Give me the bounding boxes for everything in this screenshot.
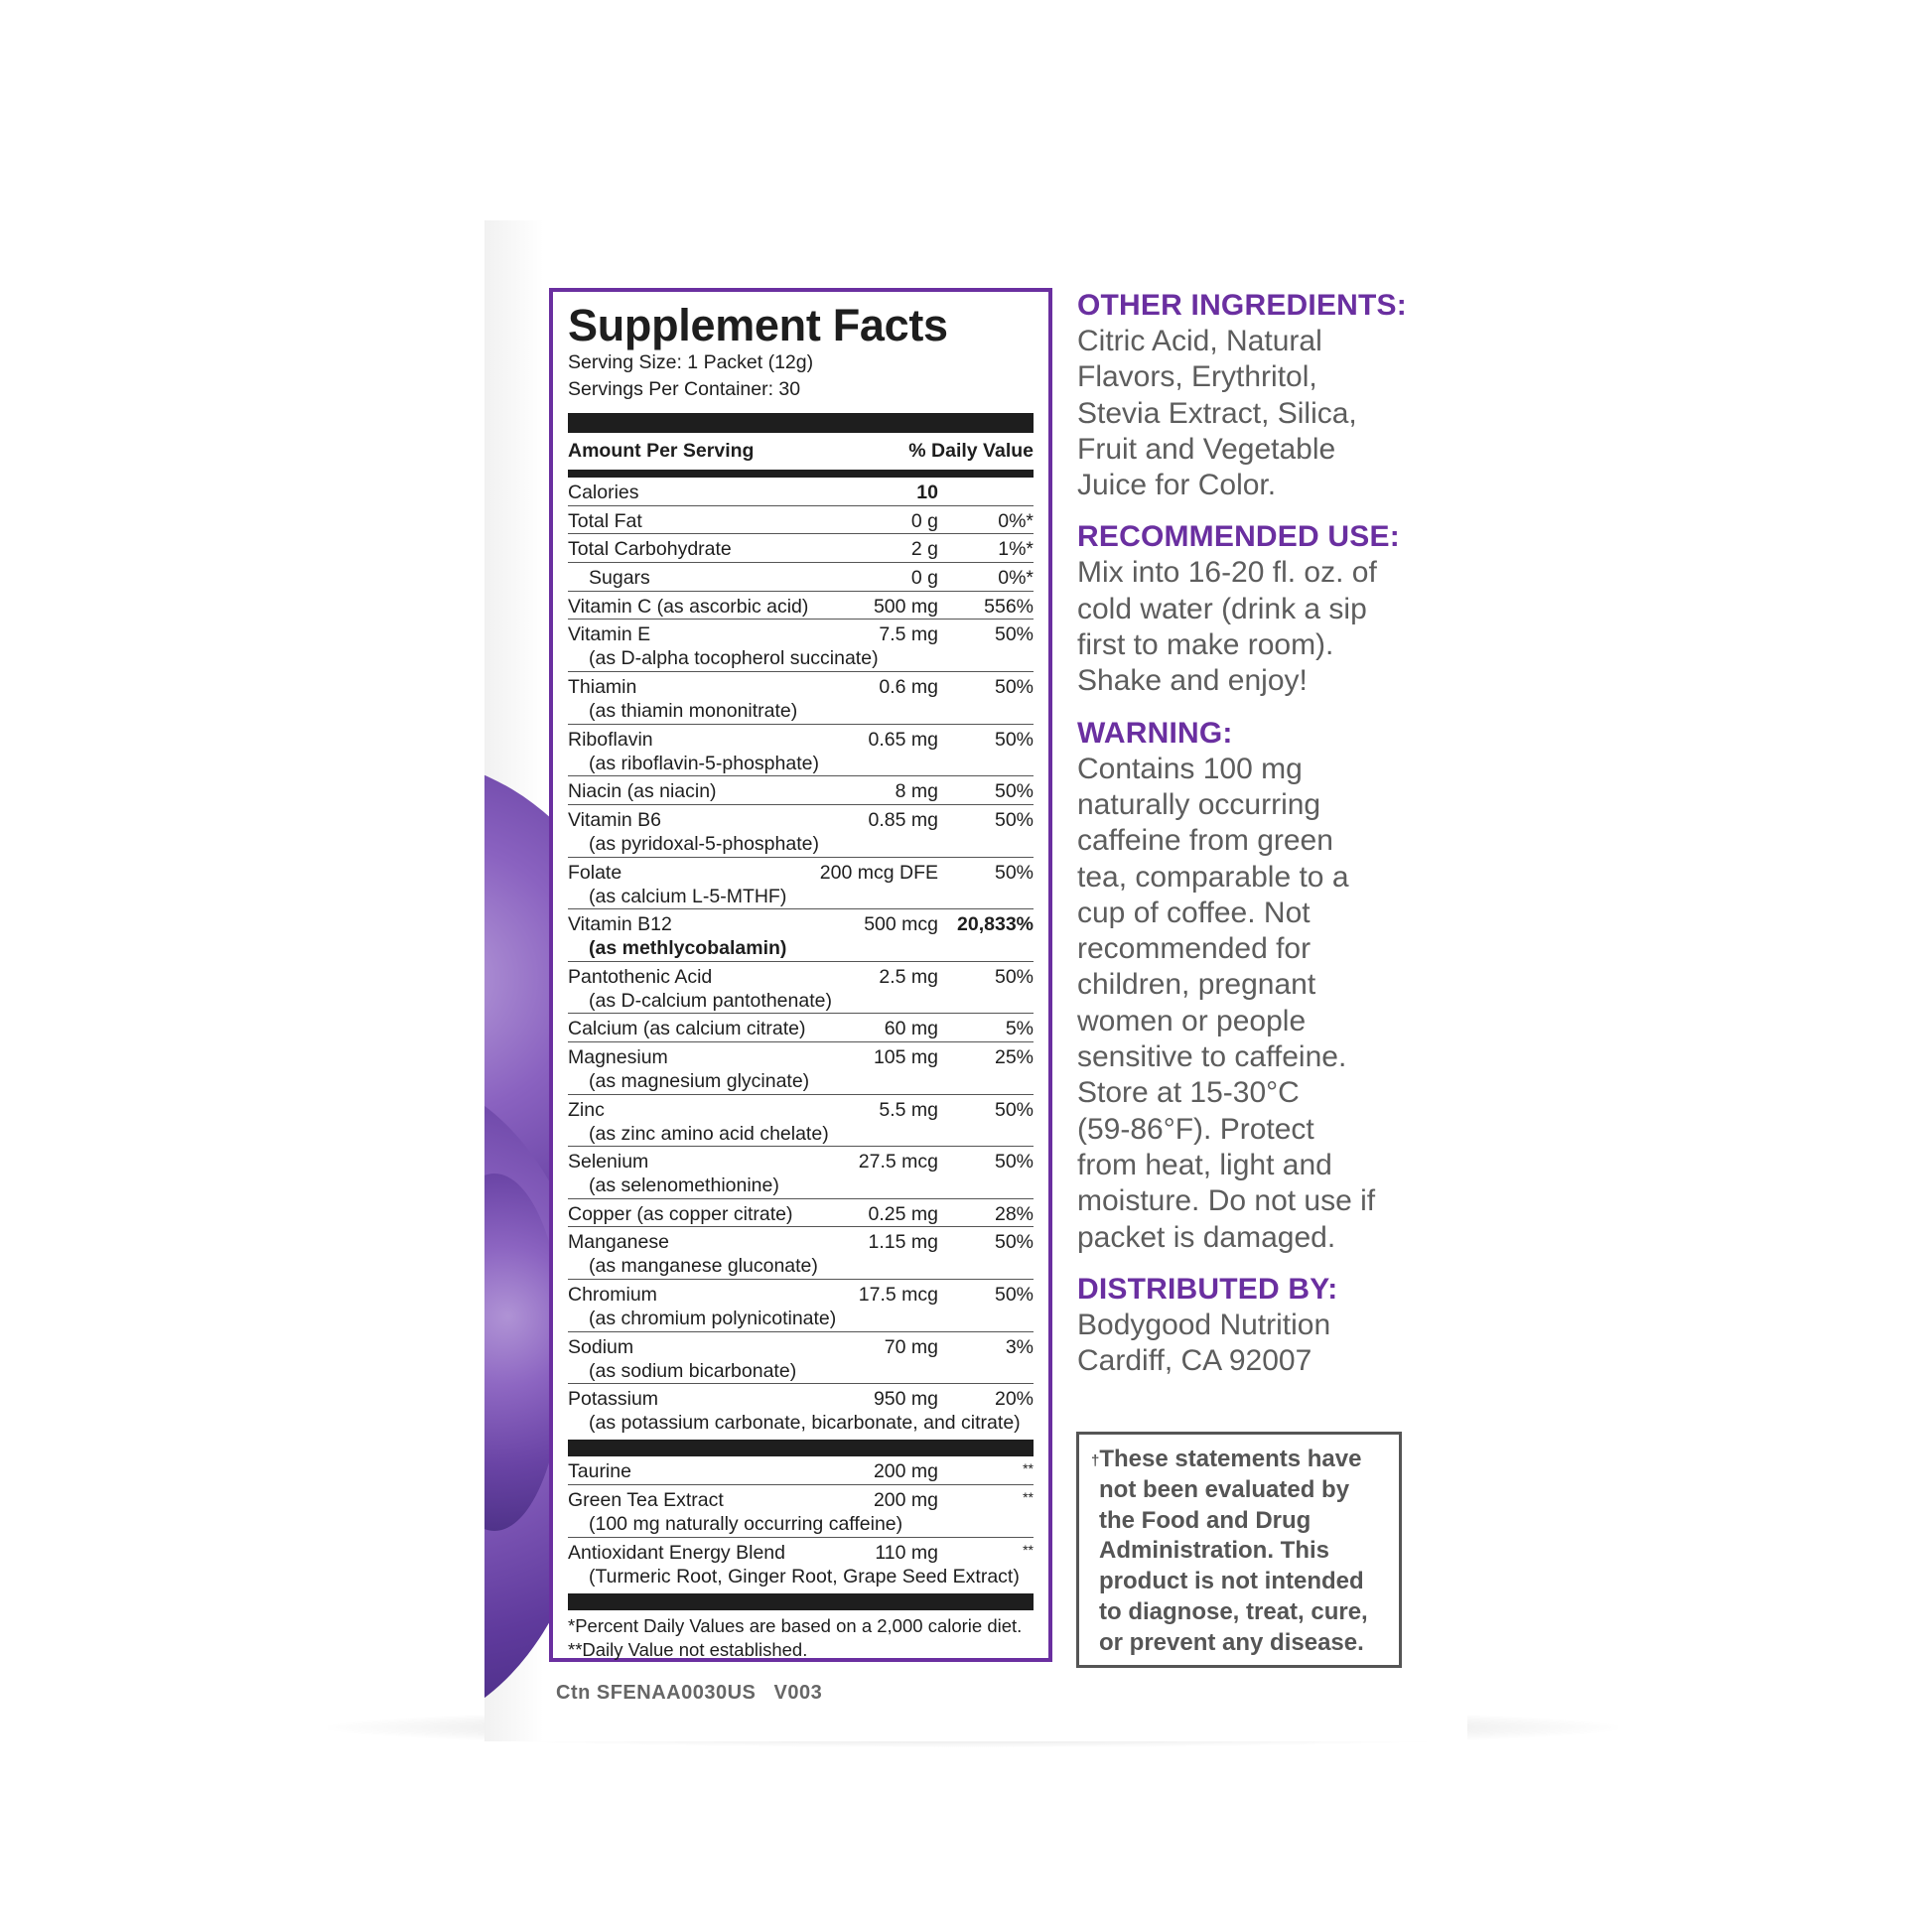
nutrient-daily-value: 50% [994, 861, 1034, 884]
nutrient-name: Potassium [568, 1388, 659, 1411]
nutrient-name: Calcium (as calcium citrate) [568, 1018, 806, 1040]
other-ingredients-heading: OTHER INGREDIENTS: [1077, 289, 1407, 322]
nutrient-name: Vitamin E [568, 623, 651, 646]
other-nutrient-row [568, 1456, 1034, 1485]
nutrient-amount: 200 mg [873, 1488, 938, 1511]
nutrient-row [568, 1227, 1034, 1280]
serving-size: Serving Size: 1 Packet (12g) [568, 351, 814, 373]
other-ingredients-line: Fruit and Vegetable [1077, 432, 1336, 466]
nutrient-daily-value: ** [1023, 1541, 1034, 1558]
nutrient-source: (as methlycobalamin) [589, 937, 787, 960]
thick-divider [568, 413, 1034, 433]
nutrient-source: (Turmeric Root, Ginger Root, Grape Seed Extract) [589, 1565, 1020, 1587]
warning-line: Store at 15-30°C [1077, 1076, 1300, 1110]
supplement-facts-panel [549, 288, 1052, 1662]
nutrient-name: Manganese [568, 1231, 669, 1254]
nutrient-amount: 0.85 mg [868, 808, 938, 831]
nutrient-source: (as zinc amino acid chelate) [589, 1122, 829, 1145]
amount-per-serving-label: Amount Per Serving [568, 440, 755, 462]
nutrient-row [568, 672, 1034, 725]
nutrient-amount: 2.5 mg [879, 965, 938, 988]
warning-line: cup of coffee. Not [1077, 896, 1311, 929]
nutrient-daily-value: 50% [994, 808, 1034, 831]
nutrient-name: Vitamin B12 [568, 913, 672, 936]
nutrient-row [568, 805, 1034, 858]
section-divider [568, 1440, 1034, 1456]
nutrient-daily-value: 0%* [998, 567, 1034, 590]
nutrient-source: (as thiamin mononitrate) [589, 700, 798, 723]
nutrient-daily-value: 20% [994, 1388, 1034, 1411]
nutrient-source: (as magnesium glycinate) [589, 1069, 810, 1092]
nutrient-name: Selenium [568, 1151, 649, 1173]
warning-line: Contains 100 mg [1077, 752, 1303, 785]
nutrient-amount: 1.15 mg [868, 1231, 938, 1254]
disclaimer-text: to diagnose, treat, cure, [1099, 1597, 1368, 1625]
nutrient-daily-value: 50% [994, 1098, 1034, 1121]
nutrient-daily-value: 3% [1005, 1335, 1034, 1358]
nutrient-row [568, 506, 1034, 535]
nutrient-name: Folate [568, 861, 622, 884]
disclaimer-text: Administration. This [1099, 1537, 1330, 1565]
nutrient-row [568, 1199, 1034, 1228]
recommended-use-line: Mix into 16-20 fl. oz. of [1077, 556, 1377, 590]
recommended-use-line: Shake and enjoy! [1077, 664, 1308, 698]
nutrient-row [568, 858, 1034, 910]
disclaimer-line [1091, 1597, 1389, 1628]
recommended-use-heading: RECOMMENDED USE: [1077, 520, 1400, 554]
servings-per-container: Servings Per Container: 30 [568, 378, 801, 400]
nutrient-daily-value: 556% [984, 595, 1034, 618]
nutrient-amount: 0 g [910, 509, 938, 532]
other-ingredients-text [1077, 324, 1474, 503]
calories-row [568, 478, 1034, 506]
nutrient-name: Total Fat [568, 509, 642, 532]
disclaimer-line [1091, 1445, 1389, 1475]
nutrient-amount: 70 mg [884, 1335, 938, 1358]
nutrient-daily-value: 5% [1005, 1018, 1034, 1040]
nutrient-row [568, 620, 1034, 672]
disclaimer-line [1091, 1536, 1389, 1567]
nutrient-source: (as sodium bicarbonate) [589, 1359, 797, 1382]
nutrient-source: (as potassium carbonate, bicarbonate, and citrate) [589, 1412, 1021, 1435]
distributed-by-line: Bodygood Nutrition [1077, 1308, 1331, 1341]
warning-line: naturally occurring [1077, 787, 1321, 821]
nutrient-amount: 0 g [910, 567, 938, 590]
nutrient-name: Total Carbohydrate [568, 538, 732, 561]
nutrient-amount: 500 mg [873, 595, 938, 618]
nutrient-daily-value: 50% [994, 965, 1034, 988]
nutrient-source: (as selenomethionine) [589, 1174, 779, 1197]
nutrient-name: Riboflavin [568, 728, 653, 751]
warning-line: recommended for [1077, 932, 1311, 966]
nutrient-amount: 2 g [910, 538, 938, 561]
nutrient-name: Vitamin C (as ascorbic acid) [568, 595, 809, 618]
section-divider-bottom [568, 1593, 1034, 1610]
nutrient-amount: 110 mg [875, 1541, 938, 1564]
nutrient-source: (as riboflavin-5-phosphate) [589, 752, 819, 774]
nutrient-amount: 0.25 mg [868, 1202, 938, 1225]
disclaimer-line [1091, 1628, 1389, 1659]
other-ingredients-line: Juice for Color. [1077, 469, 1277, 502]
disclaimer-text: These statements have [1099, 1446, 1362, 1472]
carton-code: Ctn SFENAA0030US V003 [556, 1682, 823, 1704]
nutrient-daily-value: 50% [994, 1231, 1034, 1254]
facts-footnotes [568, 1610, 1034, 1662]
nutrient-amount: 5.5 mg [879, 1098, 938, 1121]
nutrient-row [568, 592, 1034, 621]
nutrient-row [568, 725, 1034, 777]
nutrient-daily-value: 1%* [998, 538, 1034, 561]
nutrient-daily-value: 50% [994, 676, 1034, 699]
nutrient-daily-value: 0%* [998, 509, 1034, 532]
nutrient-amount: 17.5 mcg [858, 1284, 938, 1307]
nutrient-amount: 27.5 mcg [858, 1151, 938, 1173]
nutrient-daily-value: 20,833% [957, 913, 1034, 936]
other-nutrient-rows [568, 1456, 1034, 1592]
nutrient-amount: 0.6 mg [879, 676, 938, 699]
other-nutrient-row [568, 1538, 1034, 1593]
nutrient-daily-value: 28% [994, 1202, 1034, 1225]
calories-value: 10 [916, 482, 938, 503]
warning-line: sensitive to caffeine. [1077, 1040, 1347, 1074]
warning-line: women or people [1077, 1004, 1307, 1037]
nutrient-amount: 0.65 mg [868, 728, 938, 751]
other-nutrient-row [568, 1485, 1034, 1538]
nutrient-source: (as chromium polynicotinate) [589, 1308, 837, 1330]
nutrient-row [568, 1095, 1034, 1148]
disclaimer-text: not been evaluated by [1099, 1475, 1350, 1503]
disclaimer-text: the Food and Drug [1099, 1506, 1311, 1534]
nutrient-row [568, 1147, 1034, 1199]
nutrient-amount: 8 mg [895, 780, 938, 803]
nutrient-daily-value: ** [1023, 1488, 1034, 1505]
nutrient-name: Niacin (as niacin) [568, 780, 717, 803]
footnote-not-established: **Daily Value not established. [568, 1638, 808, 1660]
nutrient-name: Copper (as copper citrate) [568, 1202, 793, 1225]
warning-line: packet is damaged. [1077, 1220, 1336, 1254]
nutrient-amount: 950 mg [873, 1388, 938, 1411]
nutrient-daily-value: 50% [994, 728, 1034, 751]
nutrient-row [568, 1332, 1034, 1385]
recommended-use-text [1077, 555, 1474, 699]
nutrient-name: Vitamin B6 [568, 808, 661, 831]
other-ingredients-line: Citric Acid, Natural [1077, 325, 1322, 357]
disclaimer-line [1091, 1475, 1389, 1506]
nutrient-name: Magnesium [568, 1045, 668, 1068]
recommended-use-line: first to make room). [1077, 628, 1334, 662]
nutrient-name: Pantothenic Acid [568, 965, 713, 988]
nutrient-daily-value: ** [1023, 1460, 1034, 1477]
calories-label: Calories [568, 482, 639, 503]
nutrient-row [568, 534, 1034, 563]
disclaimer-line [1091, 1506, 1389, 1537]
warning-line: children, pregnant [1077, 968, 1316, 1002]
fda-disclaimer-box [1076, 1432, 1402, 1668]
nutrient-source: (as D-alpha tocopherol succinate) [589, 647, 879, 670]
nutrient-source: (as pyridoxal-5-phosphate) [589, 832, 819, 855]
nutrient-name: Sodium [568, 1335, 634, 1358]
nutrient-name: Thiamin [568, 676, 637, 699]
nutrient-row [568, 776, 1034, 805]
nutrient-amount: 500 mcg [864, 913, 938, 936]
nutrient-amount: 200 mcg DFE [819, 861, 938, 884]
nutrient-daily-value: 50% [994, 780, 1034, 803]
nutrient-source: (as manganese gluconate) [589, 1255, 818, 1278]
nutrient-source: (as D-calcium pantothenate) [589, 989, 832, 1012]
warning-line: moisture. Do not use if [1077, 1184, 1376, 1218]
nutrient-row [568, 1042, 1034, 1095]
nutrient-rows [568, 506, 1034, 1441]
distributed-by-heading: DISTRIBUTED BY: [1077, 1272, 1338, 1306]
footnote-daily-values: *Percent Daily Values are based on a 2,000 calorie diet. [568, 1614, 1023, 1636]
disclaimer-line [1091, 1567, 1389, 1597]
nutrient-daily-value: 50% [994, 1284, 1034, 1307]
warning-text [1077, 752, 1474, 1256]
warning-heading: WARNING: [1077, 716, 1233, 750]
info-column [1077, 288, 1474, 1379]
disclaimer-text: or prevent any disease. [1099, 1628, 1364, 1656]
nutrient-amount: 7.5 mg [879, 623, 938, 646]
nutrient-daily-value: 50% [994, 623, 1034, 646]
nutrient-source: (100 mg naturally occurring caffeine) [589, 1512, 903, 1535]
nutrient-daily-value: 25% [994, 1045, 1034, 1068]
nutrient-daily-value: 50% [994, 1151, 1034, 1173]
nutrient-amount: 105 mg [873, 1045, 938, 1068]
nutrient-name: Taurine [568, 1460, 631, 1483]
nutrient-name: Antioxidant Energy Blend [568, 1541, 785, 1564]
nutrient-name: Sugars [589, 567, 650, 590]
medium-divider [568, 470, 1034, 478]
nutrient-row [568, 1280, 1034, 1332]
distributed-by-line: Cardiff, CA 92007 [1077, 1344, 1312, 1378]
disclaimer-text: product is not intended [1099, 1568, 1364, 1595]
nutrient-name: Chromium [568, 1284, 657, 1307]
warning-line: (59-86°F). Protect [1077, 1112, 1314, 1146]
supplement-facts-title: Supplement Facts [568, 300, 948, 350]
warning-line: caffeine from green [1077, 824, 1333, 858]
nutrient-source: (as calcium L-5-MTHF) [589, 885, 787, 907]
recommended-use-line: cold water (drink a sip [1077, 592, 1367, 625]
distributed-by-text [1077, 1308, 1474, 1380]
nutrient-row [568, 1384, 1034, 1440]
daily-value-label: % Daily Value [908, 440, 1034, 462]
nutrient-row [568, 962, 1034, 1015]
nutrient-name: Zinc [568, 1098, 605, 1121]
warning-line: from heat, light and [1077, 1148, 1332, 1181]
nutrient-amount: 200 mg [873, 1460, 938, 1483]
nutrient-row [568, 909, 1034, 962]
nutrient-amount: 60 mg [884, 1018, 938, 1040]
warning-line: tea, comparable to a [1077, 860, 1349, 894]
other-ingredients-line: Flavors, Erythritol, [1077, 360, 1317, 394]
facts-header [568, 433, 1034, 470]
nutrient-row [568, 563, 1034, 592]
nutrient-row [568, 1014, 1034, 1042]
nutrient-name: Green Tea Extract [568, 1488, 724, 1511]
other-ingredients-line: Stevia Extract, Silica, [1077, 396, 1357, 430]
dagger-symbol: † [1091, 1452, 1100, 1469]
